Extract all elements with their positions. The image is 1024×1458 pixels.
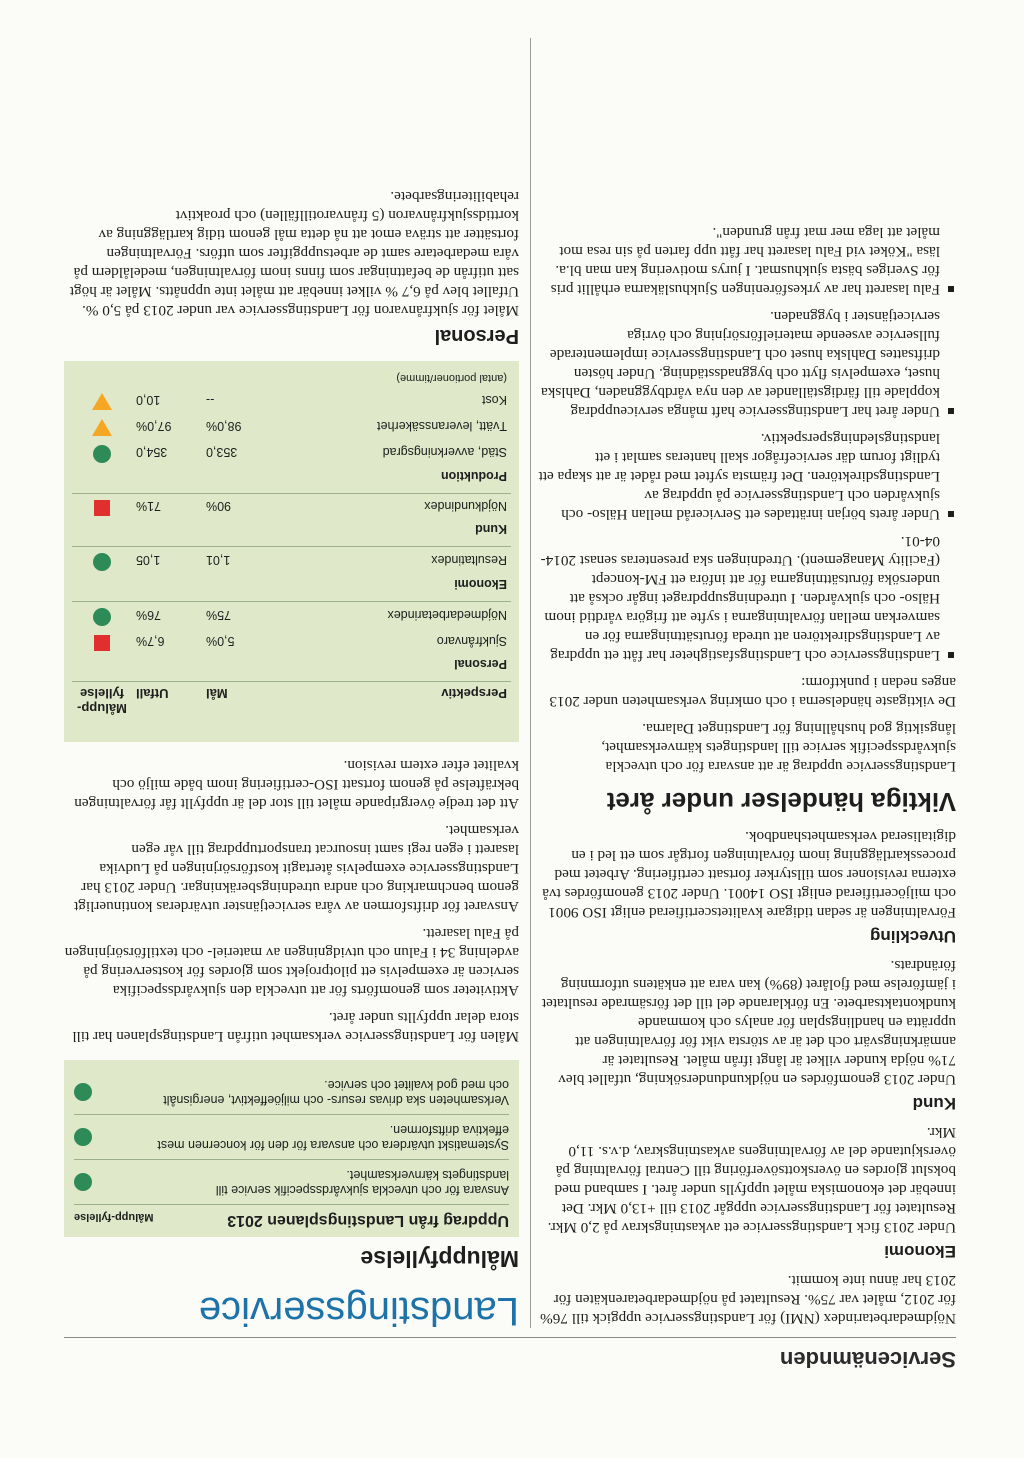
events-intro-2: De viktigaste händelserna i och omkring verksamheten under 2013 anges nedan i punktform: xyxy=(549,674,956,710)
intro-paragraph: Nöjdmedarbetarindex (NMI) för Landstingsservice uppgick till 76% för 2012, målet var 75%. Resultatet på nöjdmedarbetarenkäten för 2013 har ännu inte kommit. xyxy=(540,1272,956,1327)
kpi-outcome: 6,7% xyxy=(136,634,165,649)
personal-paragraph: Målet för sjukfrånvaron för Landstingsservice var under 2013 på 5,0 %. Utfallet blev på 6,7 % vilket innebär att målet inte uppnåtts. Målet är högt satt utifrån de befattningar som finns inom förvaltningen, medelåldern på våra medarbetare samt de arbetsuppgifter som utförs. Förvaltningen fortsätter att sträva emot att nå detta mål genom tidig kartläggning av korttidssjukfrånvaron (5 frånvarotillfällen) och proaktivt rehabiliteringsarbete. xyxy=(69,188,519,319)
events-heading: Viktiga händelser under året xyxy=(606,787,956,817)
kpi-goal: 1,01 xyxy=(206,553,231,568)
goals-box xyxy=(64,1060,519,1237)
ekonomi-heading: Ekonomi xyxy=(884,1242,956,1261)
kpi-col-outcome: Utfall xyxy=(132,682,202,721)
kpi-table xyxy=(72,369,511,720)
kpi-group-row xyxy=(72,574,511,602)
kpi-goal: 5,0% xyxy=(206,634,235,649)
status-green-icon xyxy=(93,608,111,626)
kpi-outcome: 71% xyxy=(136,499,162,514)
goal-row xyxy=(74,1070,509,1115)
utveckling-heading: Utveckling xyxy=(870,927,956,946)
goal-text: Ansvara för och utveckla sjukvårdsspecifik service till landstingets kärnverksamhet. xyxy=(215,1168,509,1197)
goals-paragraph: Ansvaret för driftsformen av våra servicetjänster utvärderas kontinuerligt genom benchmarking och andra utredningsberäkningar. Under 2013 har Landstingsservice exempelvis återtagit kostförsörjningen på Ludvika lasarett i egen regi samt insourcat transportuppdrag till vår egen verksamhet. xyxy=(74,822,519,915)
goal-text: Verksamheten ska drivas resurs- och miljöeffektivt, energisnålt och med god kvalitet och service. xyxy=(163,1078,509,1107)
list-item: Under årets början inrättades ett Serviceråd mellan Hälso- och sjukvården och Landstingsservice på uppdrag av Landstingsdirektören. Det främsta syftet med rådet är att skapa ett tydligt forum där servicefrågor skall hanteras samlat i ett landstingsledningsperspektiv. xyxy=(538,429,956,524)
kpi-group-label: Produktion xyxy=(72,466,511,494)
kpi-outcome: 10,0 xyxy=(136,393,161,407)
kpi-goal: 353,0 xyxy=(206,445,238,460)
goals-box-title: Uppdrag från Landstingsplanen 2013 xyxy=(227,1212,509,1229)
kpi-group-label: Personal xyxy=(72,654,511,682)
goals-box-header xyxy=(74,1211,509,1229)
goals-paragraph: Aktiviteter som genomförts för att utveckla den sjukvårdsspecifika servicen är exempelvis ett pilotprojekt som gjordes för kostservering på avdelning 34 i Falun och utvidgningen av materiel- och textilförsörjningen på Falu lasarett. xyxy=(64,925,519,999)
table-row xyxy=(72,629,511,654)
goal-row xyxy=(74,1160,509,1205)
kpi-label-note: (antal portioner/timme) xyxy=(396,372,507,384)
kpi-header-row xyxy=(72,682,511,721)
kund-heading: Kund xyxy=(912,1094,956,1113)
utveckling-paragraph: Förvaltningen är sedan tidigare kvalitetscertifierad enligt ISO 9001 och miljöcertifierad enligt ISO 14001. Under 2013 genomfördes två externa revisioner som tillstyrker fortsatt certifiering. Arbetet med processkartläggning inom förvaltningen fortgår som ett led i en digitaliserad verksamhetshandbok. xyxy=(542,828,956,921)
kpi-goal: 90% xyxy=(206,499,232,514)
kpi-goal: -- xyxy=(206,393,215,407)
table-row xyxy=(72,602,511,630)
kpi-col-goal: Mål xyxy=(202,682,272,721)
kpi-outcome: 97,0% xyxy=(136,419,172,433)
table-row xyxy=(72,369,511,387)
goals-paragraph: Att det tredje övergripande målet till stor del är uppfyllt får förvaltningen bekräftelse på genom fortsatt ISO-certifiering inom både miljö och kvalitet efter extern revision. xyxy=(74,757,519,812)
table-row xyxy=(72,413,511,439)
goal-text: Systematiskt utvärdera och ansvara för den för koncernen mest effektiva driftsformen. xyxy=(157,1123,509,1152)
table-row xyxy=(72,387,511,413)
kpi-outcome: 354,0 xyxy=(136,445,168,460)
status-red-icon xyxy=(94,500,110,516)
kpi-group-label: Ekonomi xyxy=(72,574,511,602)
left-column xyxy=(538,215,956,1328)
status-green-icon xyxy=(74,1083,92,1101)
section-title: Måluppfyllelse xyxy=(360,1246,519,1272)
list-item: Under året har Landstingsservice haft många serviceuppdrag kopplade till färdigställandet av den nya vårdbyggnaden, Dahlska huset, exempelvis flytt och byggnadsstädning. Under hösten driftsattes Dahlska huset och Landstingsservice implementerade fullservice avseende materielförsörjning och övriga servicetjänster i byggnaden. xyxy=(538,307,956,421)
kpi-group-row xyxy=(72,466,511,494)
kpi-label: Sjukfrånvaro xyxy=(436,634,507,649)
table-row xyxy=(72,439,511,466)
goals-paragraph: Målen för Landstingsservice verksamhet utifrån Landstingsplanen har till stora delar uppfyllts under året. xyxy=(72,1009,519,1045)
kpi-group-row xyxy=(72,519,511,547)
status-green-icon xyxy=(93,445,111,463)
kpi-group-row xyxy=(72,654,511,682)
kpi-goal: 98,0% xyxy=(206,419,242,433)
status-yellow-icon xyxy=(92,393,112,410)
kpi-label: Tvätt, leveranssäkerhet xyxy=(377,419,507,433)
ekonomi-paragraph: Under 2013 fick Landstingsservice ett avkastningskrav på 2,0 Mkr. Resultatet för Landstingsservice uppgår 2013 till +13,0 Mkr. Det innebär det ekonomiska målet uppfylls under året. I samband med bokslut gjordes en överskottsöverföring till Central förvaltning på överskjutande del av förvaltningens avkastningskrav, d.v.s. 11,0 Mkr. xyxy=(547,1124,956,1236)
kpi-outcome: 76% xyxy=(136,608,162,623)
kpi-goal: 75% xyxy=(206,608,232,623)
right-column xyxy=(64,179,519,1272)
kpi-col-perspective: Perspektiv xyxy=(272,682,511,721)
kpi-outcome: 1,05 xyxy=(136,553,161,568)
kund-paragraph: Under 2013 genomfördes en nöjdkundundersökning, utfallet blev 71% nöjda kunder vilket är långt ifrån målet. Resultatet är anmärkningsvärt och det är av största vikt för förvaltningen att upprätta en handlingsplan för analys och kommande kundkontaktsarbete. En förklarande del till det försämrade resultatet i jämförelse med fjolåret (89%) kan vara att enkätens utformning förändrats. xyxy=(541,957,956,1088)
department-title: Servicenämnden xyxy=(779,1347,956,1372)
header-divider xyxy=(64,1337,956,1338)
table-row xyxy=(72,494,511,520)
goals-column-label: Målupp-fyllelse xyxy=(74,1211,154,1223)
kpi-col-fulfilment: Målupp-fyllelse xyxy=(72,682,132,721)
kpi-label: Kost xyxy=(481,393,507,407)
personal-heading: Personal xyxy=(434,325,519,347)
kpi-group-label: Kund xyxy=(72,519,511,547)
status-green-icon xyxy=(74,1128,92,1146)
table-row xyxy=(72,547,511,575)
status-green-icon xyxy=(93,553,111,571)
events-intro: Landstingsservice uppdrag är att ansvara för och utveckla sjukvårdsspecifik service till landstingets kärnverksamhet, långsiktig god hushållning för Landstinget Dalarna. xyxy=(601,720,956,775)
events-list xyxy=(538,223,956,665)
kpi-label: Nöjdmedarbetarindex xyxy=(387,608,507,623)
kpi-label: Städ, avverkningsgrad xyxy=(382,445,507,460)
list-item: Falu lasarett har av yrkesföreningen Sjukhusläkarna erhållit pris för Sveriges bästa sjukhusmat. I jurys motivering kan man bl.a. läsa "Köket vid Falu lasarett har fått upp farten på sin resa mot målet att laga mer mat från grunden". xyxy=(538,223,956,299)
brand-title: Landstingsservice xyxy=(198,1289,519,1333)
status-yellow-icon xyxy=(92,419,112,436)
kpi-box xyxy=(64,361,519,742)
status-red-icon xyxy=(94,635,110,651)
list-item: Landstingsservice och Landstingsfastigheter har fått ett uppdrag av Landstingsdirektören att utreda förutsättningarna för en samverkan mellan förvaltningarna i syfte att frigöra vårdtid inom Hälso- och sjukvården. I utredningsuppdraget ingår också att undersöka förutsättningarna för att införa ett FM-koncept (Facility Management). Utredningen ska presenteras senast 2014-04-01. xyxy=(538,532,956,665)
kpi-label: Nöjdkundindex xyxy=(424,499,507,514)
goal-row xyxy=(74,1115,509,1160)
status-green-icon xyxy=(74,1173,92,1191)
kpi-label: Resultatindex xyxy=(431,553,507,568)
column-divider xyxy=(530,38,531,1328)
